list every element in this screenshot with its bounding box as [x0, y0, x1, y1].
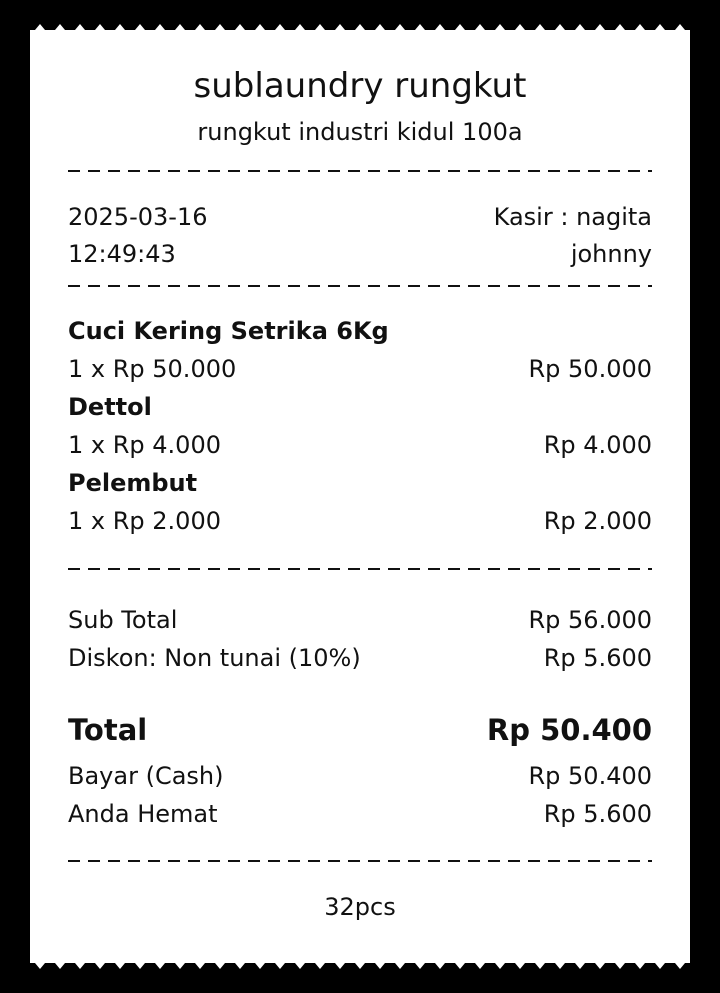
subtotal-label: Sub Total — [68, 606, 178, 634]
savings-row — [68, 797, 652, 831]
savings-label: Anda Hemat — [68, 800, 218, 828]
item-amount: Rp 50.000 — [528, 355, 652, 383]
store-address: rungkut industri kidul 100a — [197, 118, 523, 146]
payment-label: Bayar (Cash) — [68, 762, 224, 790]
total-value: Rp 50.400 — [486, 713, 652, 747]
customer-name: johnny — [570, 240, 652, 268]
item-amount: Rp 4.000 — [543, 431, 652, 459]
item-name: Dettol — [68, 393, 152, 421]
date-cashier-row — [68, 200, 652, 234]
total-row — [68, 710, 652, 750]
discount-row — [68, 641, 652, 675]
discount-label: Diskon: Non tunai (10%) — [68, 644, 361, 672]
divider — [68, 568, 652, 570]
receipt-time: 12:49:43 — [68, 240, 176, 268]
item-row — [68, 352, 652, 386]
subtotal-row — [68, 603, 652, 637]
time-customer-row — [68, 237, 652, 271]
divider — [68, 170, 652, 172]
item-qty-price: 1 x Rp 4.000 — [68, 431, 221, 459]
item-qty-price: 1 x Rp 2.000 — [68, 507, 221, 535]
divider — [68, 285, 652, 287]
savings-value: Rp 5.600 — [543, 800, 652, 828]
store-name: sublaundry rungkut — [193, 66, 527, 106]
receipt-bottom-edge — [30, 957, 690, 969]
divider — [68, 860, 652, 862]
item-name: Cuci Kering Setrika 6Kg — [68, 317, 389, 345]
receipt-top-edge — [30, 24, 690, 36]
receipt-date: 2025-03-16 — [68, 203, 208, 231]
discount-value: Rp 5.600 — [543, 644, 652, 672]
cashier-name: Kasir : nagita — [493, 203, 652, 231]
payment-row — [68, 759, 652, 793]
item-amount: Rp 2.000 — [543, 507, 652, 535]
receipt — [30, 30, 690, 963]
item-row — [68, 428, 652, 462]
subtotal-value: Rp 56.000 — [528, 606, 652, 634]
item-row — [68, 504, 652, 538]
item-qty-price: 1 x Rp 50.000 — [68, 355, 237, 383]
item-name: Pelembut — [68, 469, 198, 497]
total-label: Total — [68, 713, 148, 747]
pieces-count: 32pcs — [324, 893, 396, 921]
payment-value: Rp 50.400 — [528, 762, 652, 790]
